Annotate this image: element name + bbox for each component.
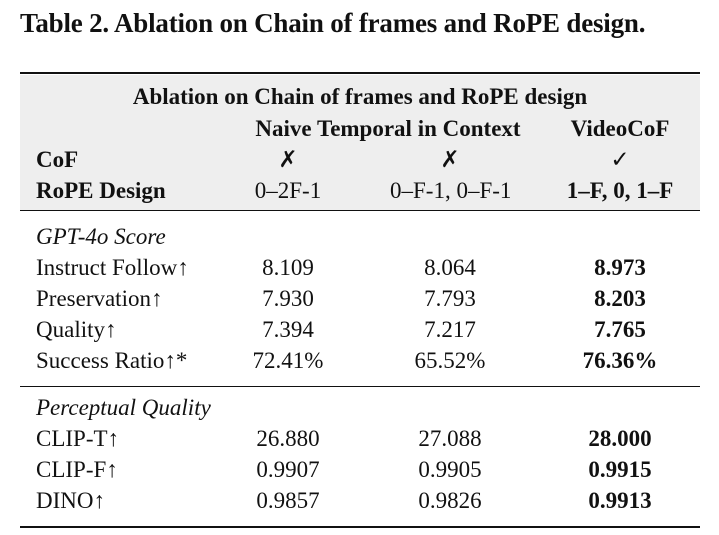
rope-value-2: 0–F-1, 0–F-1 — [390, 178, 512, 203]
group-header-naive: Naive Temporal in Context — [255, 116, 521, 141]
table-cell: 7.793 — [424, 286, 476, 311]
table-caption: Table 2. Ablation on Chain of frames and RoPE design. — [20, 8, 646, 38]
table-cell: 0.9907 — [256, 457, 320, 482]
table-cell-best: 0.9915 — [588, 457, 652, 482]
section-title-perceptual: Perceptual Quality — [36, 395, 211, 420]
table-cell: 27.088 — [418, 426, 482, 451]
table-cell-best: 8.973 — [594, 255, 646, 280]
table-cell-best: 7.765 — [594, 317, 646, 342]
table-cell: 7.930 — [262, 286, 314, 311]
row-label: CLIP-T↑ — [36, 426, 120, 451]
cof-value-2: ✗ — [440, 147, 460, 172]
table-cell: 0.9905 — [418, 457, 482, 482]
table-cell: 72.41% — [252, 348, 324, 373]
table-cell-best: 76.36% — [582, 348, 658, 373]
group-header-videocof: VideoCoF — [570, 116, 670, 141]
table-cell: 8.064 — [424, 255, 476, 280]
super-header: Ablation on Chain of frames and RoPE design — [132, 84, 588, 109]
table-cell-best: 0.9913 — [588, 488, 652, 513]
cof-value-1: ✗ — [278, 147, 298, 172]
table-cell: 0.9857 — [256, 488, 320, 513]
row-label: Instruct Follow↑ — [36, 255, 189, 280]
rope-label: RoPE Design — [36, 178, 166, 203]
section-divider — [20, 386, 700, 387]
table-cell: 65.52% — [414, 348, 486, 373]
row-label: Quality↑ — [36, 317, 117, 342]
table-cell: 7.394 — [262, 317, 314, 342]
top-rule — [20, 72, 700, 74]
row-label: DINO↑ — [36, 488, 105, 513]
rope-value-1: 0–2F-1 — [254, 178, 322, 203]
table-cell: 0.9826 — [418, 488, 482, 513]
bottom-rule — [20, 526, 700, 528]
rope-value-3: 1–F, 0, 1–F — [566, 178, 674, 203]
cof-value-3: ✓ — [610, 147, 630, 172]
cof-label: CoF — [36, 147, 79, 172]
table-cell-best: 8.203 — [594, 286, 646, 311]
row-label: Success Ratio↑* — [36, 348, 188, 373]
table-cell-best: 28.000 — [588, 426, 652, 451]
row-label: CLIP-F↑ — [36, 457, 118, 482]
table-cell: 8.109 — [262, 255, 314, 280]
row-label: Preservation↑ — [36, 286, 163, 311]
section-title-gpt4o: GPT-4o Score — [36, 224, 166, 249]
table-cell: 7.217 — [424, 317, 476, 342]
table-cell: 26.880 — [256, 426, 320, 451]
